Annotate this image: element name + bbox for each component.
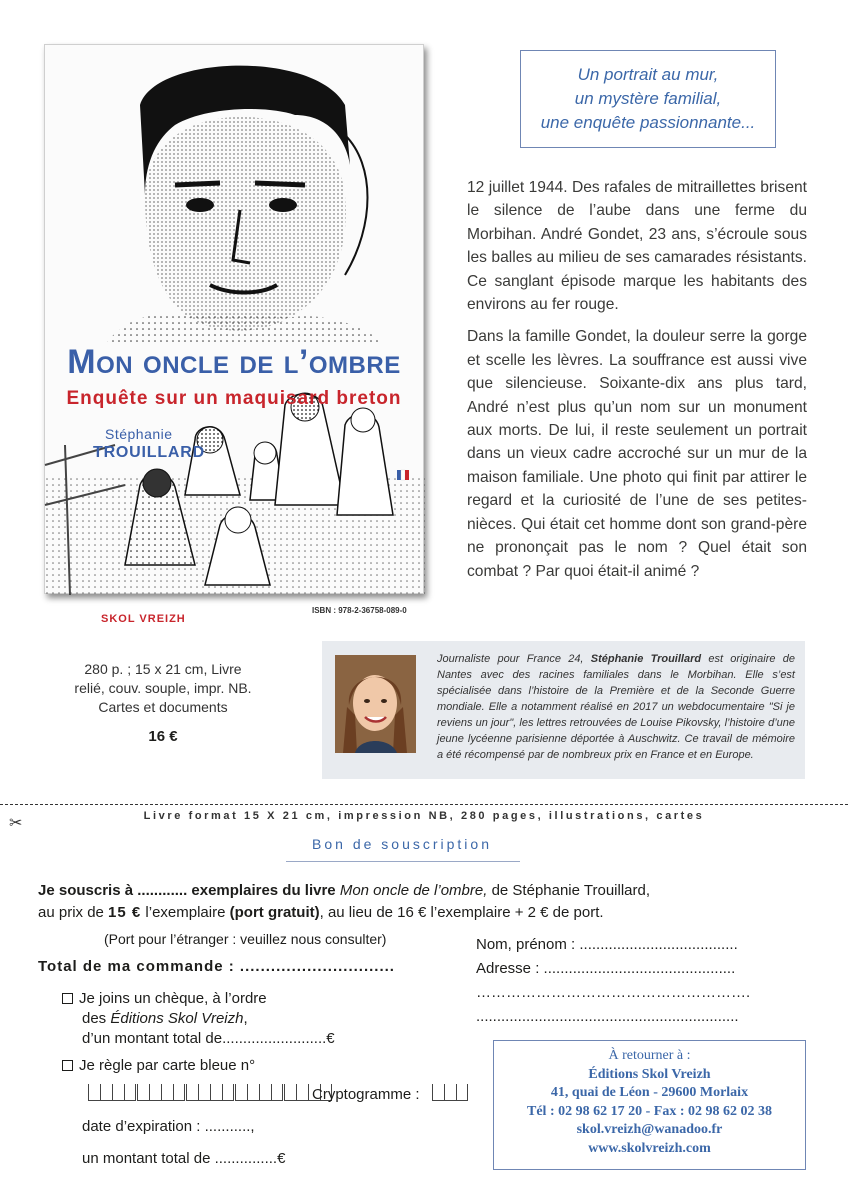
publisher-website[interactable]: www.skolvreizh.com [588, 1140, 711, 1156]
cheque-payee-prefix: des [82, 1010, 111, 1027]
author-bio-text [437, 651, 795, 763]
return-label: À retourner à : [608, 1048, 691, 1063]
price-comparison: , au lieu de 16 € l’exemplaire + 2 € de port. [319, 904, 604, 921]
form-title: Bon de souscription [312, 836, 492, 852]
card-number-boxes[interactable] [88, 1084, 333, 1101]
cheque-payee [82, 1010, 248, 1027]
price-unit: l’exemplaire [141, 904, 230, 921]
scissors-icon: ✂ [9, 815, 23, 832]
tagline-line: un mystère familial, [574, 89, 722, 108]
address-line-2[interactable]: ………………………………………………. [476, 984, 751, 1001]
foreign-shipping-note: (Port pour l’étranger : veuillez nous consulter) [104, 931, 387, 947]
card-label: Je règle par carte bleue n° [79, 1057, 256, 1074]
cheque-label: Je joins un chèque, à l’ordre [79, 990, 267, 1007]
book-specs [58, 660, 268, 746]
order-total-field[interactable]: Total de ma commande : .............................. [38, 958, 395, 975]
cryptogram-boxes[interactable] [432, 1084, 468, 1101]
address-line-3[interactable]: ............................................................... [476, 1008, 739, 1025]
synopsis-paragraph: 12 juillet 1944. Des rafales de mitraillettes brisent le silence de l’aube dans une ferme du Morbihan. André Gondet, 23 ans, s’écroule sous les balles au milieu de ses camarades résistants. Ce sanglant épisode marque les habitants des environs au fer rouge. [467, 179, 807, 314]
author-bio [322, 641, 805, 779]
tagline-text [541, 63, 756, 135]
card-checkbox[interactable] [62, 1060, 73, 1071]
tagline-line: une enquête passionnante... [540, 113, 756, 132]
format-line: Livre format 15 X 21 cm, impression NB, 280 pages, illustrations, cartes [143, 810, 705, 822]
synopsis-paragraph: Dans la famille Gondet, la douleur serre la gorge et scelle les lèvres. La souffrance est aussi vive que silencieuse. Soixante-dix ans plus tard, André n’est plus qu’un nom sur un monument aux morts. De lui, il reste seulement un portrait dans un vieux cadre accroché sur un mur de la maison familiale. Une photo qui finit par attirer le regard et la curiosité de l’une de ses petites-nièces. Qui était cet homme dont son grand-père ne prononçait pas le nom ? Quel était son combat ? Par quoi était-il animé ? [467, 328, 807, 580]
cut-line [0, 804, 848, 805]
bio-author-name: Stéphanie Trouillard [590, 653, 702, 665]
name-field[interactable]: Nom, prénom : ...................................... [476, 936, 738, 953]
cover-author-first-name: Stéphanie [105, 426, 173, 442]
cheque-checkbox[interactable] [62, 993, 73, 1004]
subscription-quantity-field[interactable]: Je souscris à ............ exemplaires du livre [38, 882, 340, 899]
publisher-name: Éditions Skol Vreizh [588, 1066, 711, 1082]
cheque-payee-name: Éditions Skol Vreizh [110, 1010, 244, 1027]
bio-body: est originaire de Nantes avec des racines familiales dans le Morbihan. Elle s’est spécialisée dans l’histoire de la Première et de la Seconde Guerre mondiale. Elle a notamment réalisé en 2017 un webdocumentaire "Si je reviens un jour", les lettres retrouvées de Louise Pikovsky, l’histoire d’une jeune lycéenne parisienne déportée à Auschwitz. Ce travail de mémoire a été récompensé par de nombreux prix en France et en Europe. [437, 653, 795, 761]
cheque-amount-field[interactable]: d’un montant total de.........................€ [82, 1030, 335, 1047]
subscription-line-1 [38, 882, 650, 899]
isbn: ISBN : 978-2-36758-089-0 [312, 606, 407, 615]
cover-title: Mon oncle de l’ombre [67, 343, 401, 381]
author-photo [335, 655, 416, 753]
cheque-option[interactable] [62, 990, 267, 1007]
synopsis [467, 176, 807, 592]
expiry-date-field[interactable]: date d’expiration : ..........., [82, 1118, 255, 1135]
subscription-price: 15 € [108, 904, 142, 921]
specs-line: Cartes et documents [98, 699, 228, 715]
card-amount-field[interactable]: un montant total de ...............€ [82, 1150, 286, 1167]
cheque-payee-suffix: , [243, 1010, 248, 1027]
bio-intro: Journaliste pour France 24, [437, 653, 591, 665]
cryptogram-label: Cryptogramme : [312, 1086, 420, 1103]
address-field[interactable]: Adresse : .............................................. [476, 960, 736, 977]
tagline-box [520, 50, 776, 148]
return-address-box [493, 1040, 806, 1170]
price-label: au prix de [38, 904, 109, 921]
publisher-phone: Tél : 02 98 62 17 20 - Fax : 02 98 62 02 38 [527, 1103, 772, 1119]
card-option[interactable] [62, 1057, 255, 1074]
price: 16 € [148, 728, 178, 745]
cover-author-last-name: TROUILLARD [93, 444, 205, 461]
author-ref: de Stéphanie Trouillard, [487, 882, 651, 899]
subscription-line-2 [38, 904, 604, 921]
cover-subtitle: Enquête sur un maquisard breton [66, 388, 402, 409]
book-title-ref: Mon oncle de l’ombre, [339, 882, 488, 899]
publisher-email[interactable]: skol.vreizh@wanadoo.fr [576, 1122, 723, 1137]
specs-line: relié, couv. souple, impr. NB. [74, 680, 252, 696]
cover-publisher: SKOL VREIZH [101, 613, 186, 625]
cover-illustration [45, 45, 425, 595]
specs-line: 280 p. ; 15 x 21 cm, Livre [84, 661, 242, 677]
publisher-address: 41, quai de Léon - 29600 Morlaix [550, 1085, 749, 1100]
free-shipping: (port gratuit) [229, 904, 320, 921]
tagline-line: Un portrait au mur, [577, 65, 719, 84]
form-title-rule [286, 861, 520, 862]
